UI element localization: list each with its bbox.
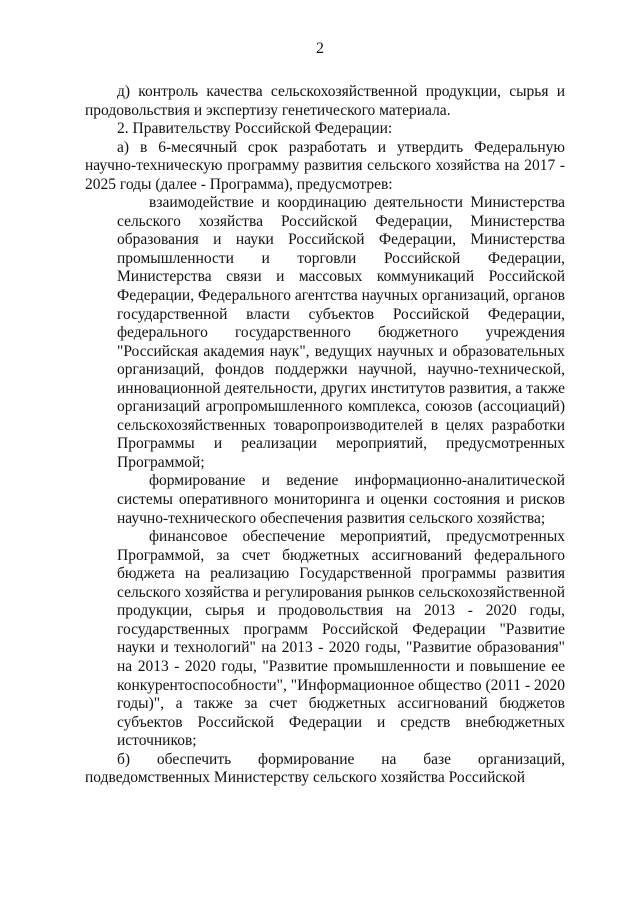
paragraph-monitoring-system: формирование и ведение информационно-аналитической системы оперативного мониторинга и оценки состояния и рисков научно-технического обеспечения развития сельского хозяйства; [117, 472, 565, 527]
paragraph-section-2: 2. Правительству Российской Федерации: [117, 120, 393, 138]
document-body [85, 83, 565, 788]
paragraph-item-b: б) обеспечить формирование на базе организаций, подведомственных Министерству сельского хозяйства Российской [85, 750, 565, 787]
paragraph-financing: финансовое обеспечение мероприятий, предусмотренных Программой, за счет бюджетных ассигнований федерального бюджета на реализацию Государственной программы развития сельского хозяйства и регулирования рынков сельскохозяйственной продукции, сырья и продовольствия на 2013 - 2020 годы, государственных программ Российской Федерации "Развитие науки и технологий" на 2013 - 2020 годы, "Развитие образования" на 2013 - 2020 годы, "Развитие промышленности и повышение ее конкурентоспособности", "Информационное общество (2011 - 2020 годы)", а также за счет бюджетных ассигнований бюджетов субъектов Российской Федерации и средств внебюджетных источников; [117, 528, 565, 750]
page-number: 2 [316, 40, 324, 57]
paragraph-cooperation: взаимодействие и координацию деятельности Министерства сельского хозяйства Российской Федерации, Министерства образования и науки Российской Федерации, Министерства промышленности и торговли Российской Федерации, Министерства связи и массовых коммуникаций Российской Федерации, Федерального агентства научных организаций, органов государственной власти субъектов Российской Федерации, федерального государственного бюджетного учреждения "Российская академия наук", ведущих научных и образовательных организаций, фондов поддержки научной, научно-технической, инновационной деятельности, других институтов развития, а также организаций агропромышленного комплекса, союзов (ассоциаций) сельскохозяйственных товаропроизводителей в целях разработки Программы и реализации мероприятий, предусмотренных Программой; [117, 194, 565, 471]
paragraph-item-d: д) контроль качества сельскохозяйственной продукции, сырья и продовольствия и экспертизу генетического материала. [85, 83, 565, 119]
paragraph-item-a: а) в 6-месячный срок разработать и утвердить Федеральную научно-техническую программу развития сельского хозяйства на 2017 - 2025 годы (далее - Программа), предусмотрев: [85, 138, 565, 193]
